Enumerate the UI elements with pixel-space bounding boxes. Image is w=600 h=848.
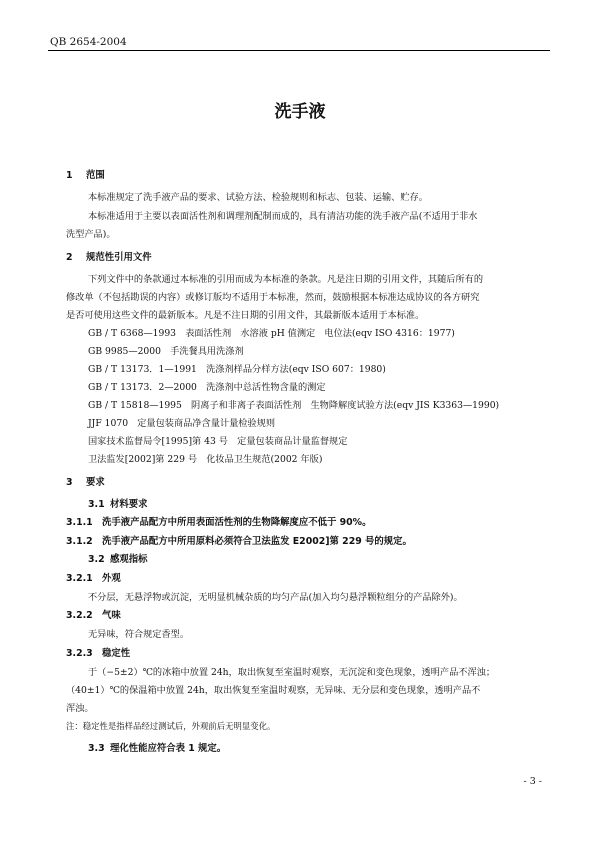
document-title: 洗手液 bbox=[274, 102, 326, 122]
clause-3-1-1 bbox=[66, 514, 371, 528]
paragraph: 本标准规定了洗手液产品的要求、试验方法、检验规则和标志、包装、运输、贮存。 bbox=[88, 192, 428, 203]
clause-text: 洗手液产品配方中所用原料必须符合卫法监发 E2002]第 229 号的规定。 bbox=[102, 536, 412, 547]
section-number: 3 bbox=[66, 477, 73, 488]
reference-item: GB / T 15818—1995 阴离子和非离子表面活性剂 生物降解度试验方法(eqv JIS K3363—1990) bbox=[88, 400, 500, 411]
subsection-title: 材料要求 bbox=[110, 499, 148, 510]
clause-3-2-1 bbox=[66, 570, 121, 584]
document-code: QB 2654-2004 bbox=[50, 36, 127, 48]
reference-item: JJF 1070 定量包装商品净含量计量检验规则 bbox=[88, 418, 276, 429]
section-1-heading bbox=[66, 167, 105, 181]
subsection-3-1-heading bbox=[88, 496, 148, 510]
clause-number: 3.2.2 bbox=[66, 610, 93, 621]
paragraph-continuation: 浑浊。 bbox=[66, 703, 94, 714]
clause-3-1-2 bbox=[66, 533, 412, 547]
clause-text: 洗手液产品配方中所用表面活性剂的生物降解度应不低于 90%。 bbox=[102, 517, 372, 528]
paragraph-continuation: 洗型产品)。 bbox=[66, 229, 116, 240]
subsection-3-2-heading bbox=[88, 551, 148, 565]
reference-item: GB / T 13173．2—2000 洗涤剂中总活性物含量的测定 bbox=[88, 382, 326, 393]
reference-item: 卫法监发[2002]第 229 号 化妆品卫生规范(2002 年版) bbox=[88, 454, 323, 465]
section-title: 要求 bbox=[86, 477, 105, 488]
paragraph-continuation: （40±1）℃的保温箱中放置 24h，取出恢复至室温时观察，无异味、无分层和变色现象，透明产品不 bbox=[66, 685, 481, 696]
paragraph: 不分层，无悬浮物或沉淀，无明显机械杂质的均匀产品(加入均匀悬浮颗粒组分的产品除外)。 bbox=[88, 592, 463, 603]
clause-number: 3.2.1 bbox=[66, 573, 93, 584]
clause-number: 3.1.1 bbox=[66, 517, 93, 528]
clause-number: 3.2.3 bbox=[66, 648, 93, 659]
clause-text: 外观 bbox=[102, 573, 121, 584]
clause-3-2-3 bbox=[66, 645, 130, 659]
paragraph: 下列文件中的条款通过本标准的引用而成为本标准的条款。凡是注日期的引用文件，其随后所有的 bbox=[88, 274, 484, 285]
note: 注：稳定性是指样品经过测试后，外观前后无明显变化。 bbox=[66, 721, 276, 731]
subsection-title: 理化性能应符合表 1 规定。 bbox=[110, 743, 227, 754]
subsection-number: 3.1 bbox=[88, 499, 105, 510]
reference-item: 国家技术监督局令[1995]第 43 号 定量包装商品计量监督规定 bbox=[88, 436, 348, 447]
paragraph: 本标准适用于主要以表面活性剂和调理剂配制而成的，具有清洁功能的洗手液产品(不适用于非水 bbox=[88, 211, 478, 222]
subsection-number: 3.3 bbox=[88, 743, 105, 754]
clause-text: 气味 bbox=[102, 610, 121, 621]
paragraph: 无异味，符合规定香型。 bbox=[88, 629, 190, 640]
paragraph-continuation: 是否可使用这些文件的最新版本。凡是不注日期的引用文件，其最新版本适用于本标准。 bbox=[66, 310, 425, 321]
clause-3-2-2 bbox=[66, 607, 121, 621]
subsection-title: 感观指标 bbox=[110, 554, 148, 565]
paragraph-continuation: 修改单（不包括勘误的内容）或修订版均不适用于本标准，然而，鼓励根据本标准达成协议的各方研究 bbox=[66, 292, 480, 303]
reference-item: GB / T 6368—1993 表面活性剂 水溶液 pH 值测定 电位法(eqv ISO 4316：1977) bbox=[88, 328, 455, 339]
section-title: 规范性引用文件 bbox=[86, 252, 152, 263]
header-rule bbox=[48, 50, 550, 51]
subsection-number: 3.2 bbox=[88, 554, 105, 565]
clause-text: 稳定性 bbox=[102, 648, 131, 659]
clause-number: 3.1.2 bbox=[66, 536, 93, 547]
section-number: 1 bbox=[66, 170, 73, 181]
section-2-heading bbox=[66, 249, 152, 263]
paragraph: 于（−5±2）℃的冰箱中放置 24h，取出恢复至室温时观察，无沉淀和变色现象，透明产品不浑浊； bbox=[88, 667, 496, 678]
reference-item: GB 9985—2000 手洗餐具用洗涤剂 bbox=[88, 346, 244, 357]
page-number: - 3 - bbox=[523, 776, 542, 787]
reference-item: GB / T 13173．1—1991 洗涤剂样品分样方法(eqv ISO 607：1980) bbox=[88, 364, 386, 375]
section-title: 范围 bbox=[86, 170, 105, 181]
section-number: 2 bbox=[66, 252, 73, 263]
section-3-heading bbox=[66, 474, 105, 488]
subsection-3-3-heading bbox=[88, 740, 226, 754]
